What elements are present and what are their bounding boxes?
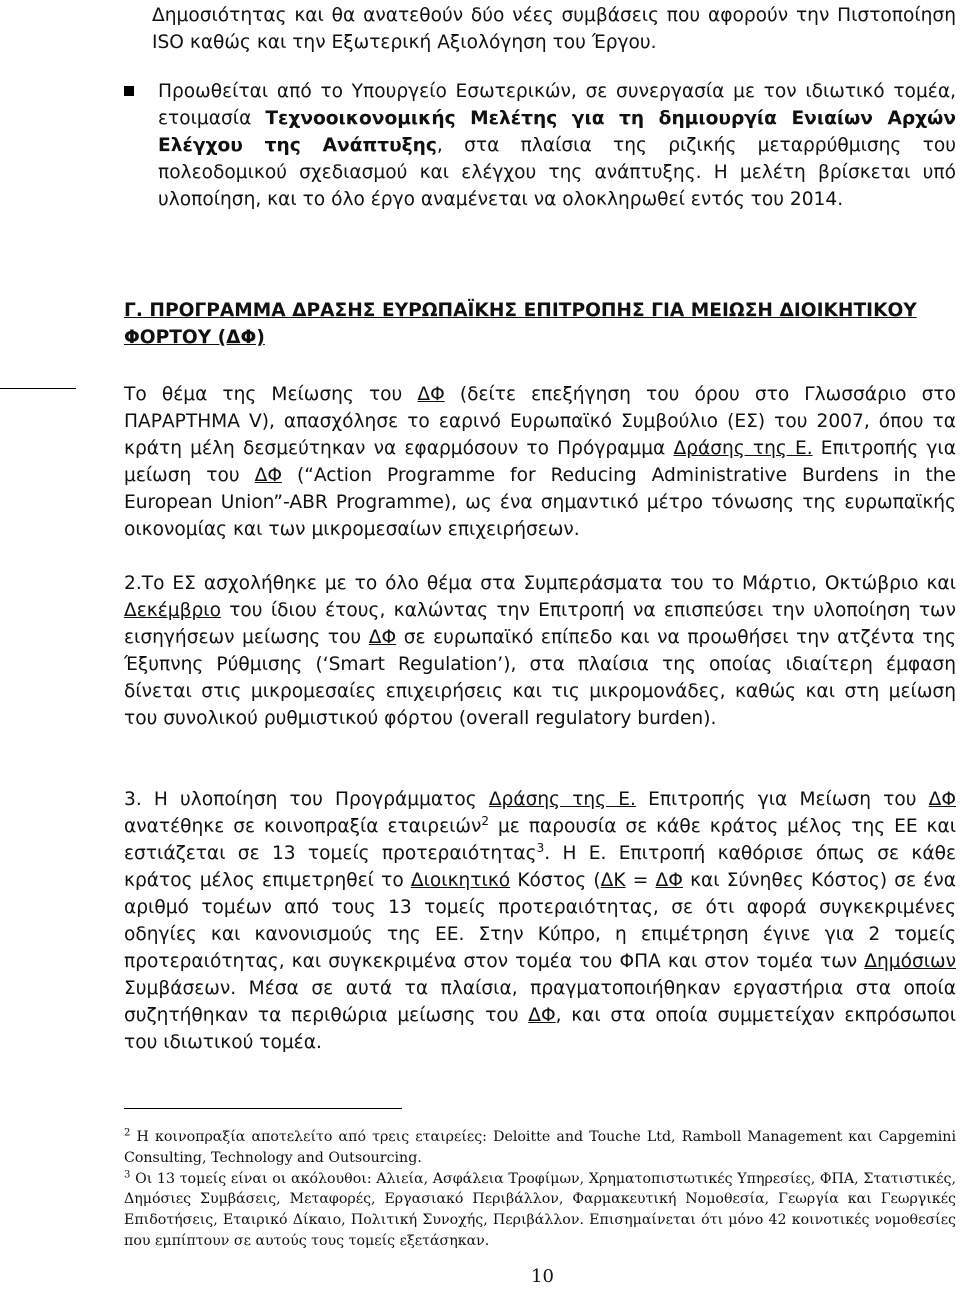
paragraph-3 [124,786,956,1056]
bullet-text-part: Προωθείται από το Υπουργείο Εσωτερικών, σε συνεργασία με τον ιδιωτικό τομέα, ετοιμασία [158,81,956,129]
footnote-ref-2: 2 [481,813,490,828]
text-run: σε ευρωπαϊκό επίπεδο και να προωθήσει την ατζέντα της Έξυπνης Ρύθμισης (‘Smart Regulation’), στα πλαίσια της οποίας ιδιαίτερη έμφαση δίνεται στις μικρομεσαίες επιχειρήσεις και τις μικρομονάδες, καθώς και στη μείωση του συνολικού ρυθμιστικού φόρτου (overall regulatory burden). [124,627,956,729]
page-number: 10 [531,1266,554,1287]
text-run: (δείτε επεξήγηση του όρου στο Γλωσσάριο στο ΠΑΡΑΡΤΗΜΑ V), απασχόλησε το εαρινό Ευρωπαϊκό Συμβούλιο (ΕΣ) του 2007, όπου τα κράτη μέλη δεσμεύτηκαν να εφαρμόσουν το Πρόγραμμα [124,384,956,459]
underlined-term: ΔΦ [254,465,282,486]
paragraph-top [152,2,956,56]
square-bullet-icon [124,86,134,96]
underlined-term: Δράσης της Ε. [673,438,813,459]
text-run: Το θέμα της Μείωσης του [124,384,418,405]
footnote-3 [124,1169,956,1252]
text-run: Επιτροπής για μείωση του [124,438,956,486]
text-run: ανατέθηκε σε κοινοπραξία εταιρειών [124,816,482,837]
text-run: και Σύνηθες Κόστος) σε ένα αριθμό τομέων από τους 13 τομείς προτεραιότητας, σε ότι αφορά συγκεκριμένες οδηγίες και κανονισμούς της ΕΕ. Στην Κύπρο, η επιμέτρηση έγινε για 2 τομείς προτεραιότητας, και συγκεκριμένα στον τομέα του ΦΠΑ και στον τομέα των [124,870,956,972]
bullet-text [158,78,956,213]
text-run: 3. Η υλοποίηση του Προγράμματος [124,789,489,810]
paragraph-1 [124,381,956,543]
text-run: 2.Το ΕΣ ασχολήθηκε με το όλο θέμα στα Συμπεράσματα του το Μάρτιο, Οκτώβριο και [124,573,956,594]
underlined-term: Δημόσιων [864,951,956,972]
text-run: Συμβάσεων. Μέσα σε αυτά τα πλαίσια, πραγματοποιήθηκαν εργαστήρια στα οποία συζητήθηκαν τα περιθώρια μείωσης του [124,978,956,1026]
underlined-term: ΔΦ [655,870,683,891]
footnote-text: Οι 13 τομείς είναι οι ακόλουθοι: Αλιεία, Ασφάλεια Τροφίμων, Χρηματοπιστωτικές Υπηρεσίες, ΦΠΑ, Στατιστικές, Δημόσιες Συμβάσεις, Μεταφορές, Εργασιακό Περιβάλλον, Φαρμακευτική Νομοθεσία, Γεωργία και Γεωργικές Επιδοτήσεις, Εταιρικό Δίκαιο, Πολιτική Συνοχής, Περιβάλλον. Επισημαίνεται ότι μόνο 42 κοινοτικές νομοθεσίες που εμπίπτουν σε αυτούς τους τομείς εξετάσηκαν. [124,1170,956,1249]
underlined-term: ΔΦ [928,789,956,810]
footnote-2 [124,1127,956,1169]
text-run: . Η Ε. Επιτροπή καθόρισε όπως σε κάθε κράτος μέλος επιμετρηθεί το [124,843,957,891]
underlined-term: Δεκέμβριο [124,600,221,621]
text-run: Επιτροπής για Μείωση του [635,789,929,810]
bullet-bold-study-title: Τεχνοοικονομικής Μελέτης για τη δημιουργία Ενιαίων Αρχών Ελέγχου της Ανάπτυξης [158,108,956,156]
paragraph-2 [124,570,956,732]
footnote-text: Η κοινοπραξία αποτελείτο από τρεις εταιρείες: Deloitte and Touche Ltd, Ramboll Management και Capgemini Consulting, Technology and Outsourcing. [124,1129,956,1166]
text-run: Κόστος ( [510,870,601,891]
margin-rule [0,388,76,389]
section-heading: Γ. ΠΡΟΓΡΑΜΜΑ ΔΡΑΣΗΣ ΕΥΡΩΠΑΪΚΗΣ ΕΠΙΤΡΟΠΗΣ ΓΙΑ ΜΕΙΩΣΗ ΔΙΟΙΚΗΤΙΚΟΥ ΦΟΡΤΟΥ (ΔΦ) [124,300,917,348]
footnote-separator [124,1108,402,1109]
text-run: (“Action Programme for Reducing Administrative Burdens in the European Union”-ABR Programme), ως ένα σημαντικό μέτρο τόνωσης της ευρωπαϊκής οικονομίας και των μικρομεσαίων επιχειρήσεων. [124,465,956,540]
text-run: , και στα οποία συμμετείχαν εκπρόσωποι του ιδιωτικού τομέα. [124,1005,956,1053]
underlined-term: ΔΚ [600,870,626,891]
text-run: με παρουσία σε κάθε κράτος μέλος της ΕΕ και εστιάζεται σε 13 τομείς προτεραιότητας [124,816,957,864]
underlined-term: ΔΦ [417,384,445,405]
footnote-number: 2 [124,1127,131,1139]
underlined-term: Δράσης της Ε. [488,789,636,810]
bullet-text-part: , στα πλαίσια της ριζικής μεταρρύθμισης του πολεοδομικού σχεδιασμού και ελέγχου της ανάπτυξης. Η μελέτη βρίσκεται υπό υλοποίηση, και το όλο έργο αναμένεται να ολοκληρωθεί εντός του 2014. [158,135,956,210]
paragraph-top-text: Δημοσιότητας και θα ανατεθούν δύο νέες συμβάσεις που αφορούν την Πιστοποίηση ISO καθώς και την Εξωτερική Αξιολόγηση του Έργου. [152,5,956,53]
footnotes [124,1127,956,1252]
underlined-term: ΔΦ [528,1005,556,1026]
underlined-term: Διοικητικό [410,870,511,891]
underlined-term: ΔΦ [368,627,397,648]
text-run: = [625,870,656,891]
footnote-ref-3: 3 [536,840,545,855]
text-run: του ίδιου έτους, καλώντας την Επιτροπή να επισπεύσει την υλοποίηση των εισηγήσεων μείωσης του [124,600,956,648]
footnote-number: 3 [124,1168,131,1180]
